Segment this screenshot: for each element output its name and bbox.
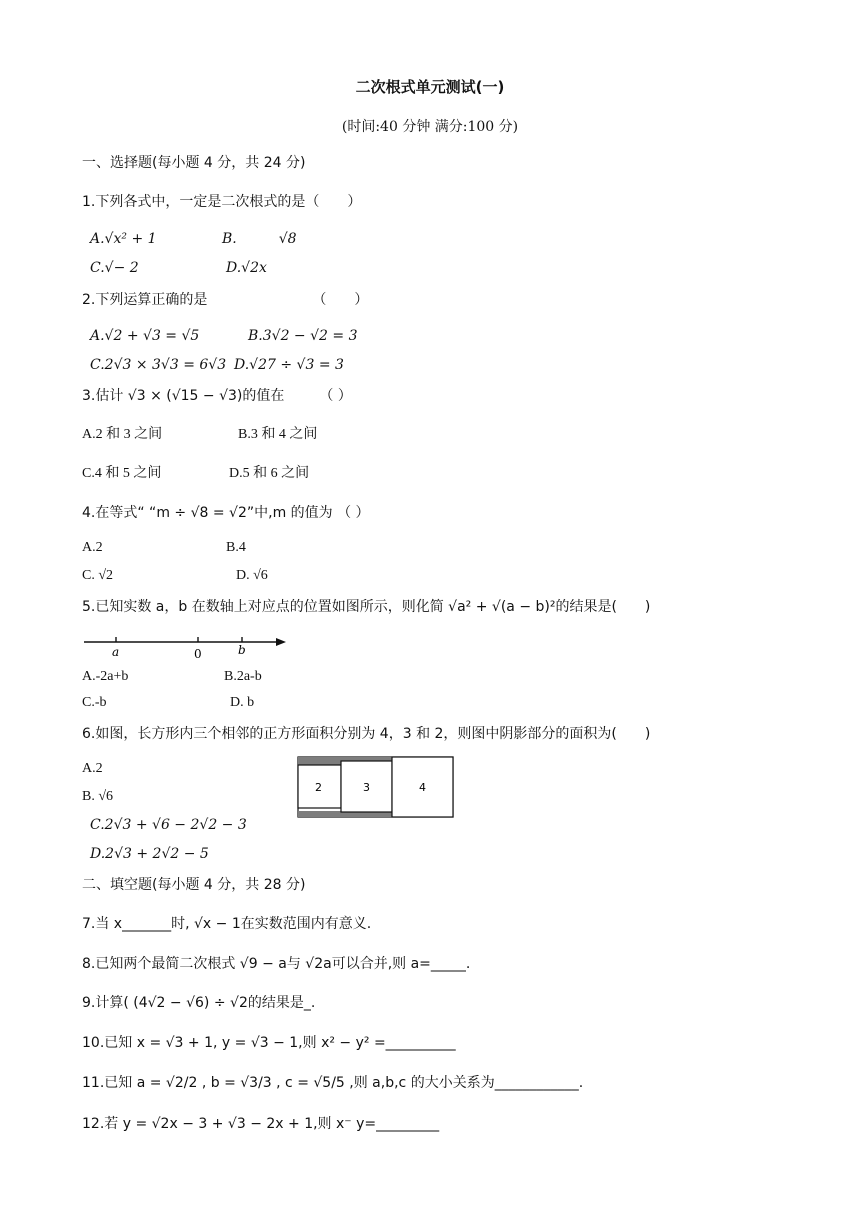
- page-subtitle: (时间:40 分钟 满分:100 分): [341, 119, 519, 135]
- number-line-label-b: b: [238, 643, 246, 657]
- square-label-4: 4: [419, 781, 426, 794]
- question-5-stem: 5.已知实数 a，b 在数轴上对应点的位置如图所示，则化简 √a² + √(a − b)²的结果是( ): [82, 599, 651, 615]
- question-12: 12.若 y = √2x − 3 + √3 − 2x + 1,则 x⁻ y=_________: [82, 1116, 440, 1132]
- section-heading-choice: 一、选择题(每小题 4 分，共 24 分): [82, 155, 306, 171]
- question-2-option-a: A.√2 + √3 = √5: [90, 328, 200, 344]
- question-6-option-c: C.2√3 + √6 − 2√2 − 3: [90, 817, 247, 833]
- question-2-option-c: C.2√3 × 3√3 = 6√3: [90, 357, 227, 373]
- number-line-label-0: 0: [194, 647, 202, 660]
- question-2-stem: 2.下列运算正确的是 （ ）: [82, 292, 369, 308]
- question-6-stem: 6.如图，长方形内三个相邻的正方形面积分别为 4，3 和 2，则图中阴影部分的面积为( ): [82, 726, 651, 742]
- square-label-2: 2: [315, 781, 322, 794]
- number-line-figure: [82, 634, 292, 660]
- question-1-option-c: C.√− 2: [90, 260, 139, 276]
- number-line-label-a: a: [112, 645, 120, 659]
- question-4-option-a: A.2: [82, 540, 103, 555]
- question-5-option-c: C.-b: [82, 695, 107, 710]
- question-3-option-b: B.3 和 4 之间: [238, 427, 318, 442]
- question-7: 7.当 x_______时, √x − 1在实数范围内有意义.: [82, 916, 372, 932]
- page-title: 二次根式单元测试(一): [355, 78, 505, 96]
- question-3-stem: 3.估计 √3 × (√15 − √3)的值在 （ ）: [82, 388, 352, 404]
- question-5-option-b: B.2a-b: [224, 669, 262, 684]
- question-8: 8.已知两个最简二次根式 √9 − a与 √2a可以合并,则 a=_____.: [82, 956, 471, 972]
- question-5-option-a: A.-2a+b: [82, 669, 129, 684]
- question-1-stem: 1.下列各式中，一定是二次根式的是（ ）: [82, 194, 362, 210]
- question-1-option-a: A.√x² + 1: [90, 231, 157, 247]
- question-1-option-d: D.√2x: [226, 260, 267, 276]
- question-4-option-d: D. √6: [236, 568, 268, 583]
- question-11: 11.已知 a = √2/2 , b = √3/3 , c = √5/5 ,则 a,b,c 的大小关系为____________.: [82, 1075, 584, 1091]
- section-heading-fill: 二、填空题(每小题 4 分，共 28 分): [82, 877, 306, 893]
- question-1-option-b: B. √8: [222, 231, 297, 247]
- question-3-option-c: C.4 和 5 之间: [82, 466, 162, 481]
- question-2-option-b: B.3√2 − √2 = 3: [248, 328, 358, 344]
- square-label-3: 3: [363, 781, 370, 794]
- question-6-option-d: D.2√3 + 2√2 − 5: [90, 846, 209, 862]
- number-line-arrow: [276, 638, 286, 646]
- question-5-option-d: D. b: [230, 695, 255, 710]
- question-4-stem: 4.在等式“ “m ÷ √8 = √2”中,m 的值为 （ ）: [82, 505, 370, 521]
- question-9: 9.计算( (4√2 − √6) ÷ √2的结果是_.: [82, 995, 316, 1011]
- question-3-option-a: A.2 和 3 之间: [82, 427, 163, 442]
- question-6-option-b: B. √6: [82, 789, 114, 804]
- question-2-option-d: D.√27 ÷ √3 = 3: [234, 357, 344, 373]
- question-4-option-c: C. √2: [82, 568, 114, 583]
- question-6-option-a: A.2: [82, 761, 103, 776]
- question-4-option-b: B.4: [226, 540, 246, 555]
- question-3-option-d: D.5 和 6 之间: [229, 466, 310, 481]
- squares-figure: [297, 756, 455, 820]
- question-10: 10.已知 x = √3 + 1, y = √3 − 1,则 x² − y² =__________: [82, 1035, 456, 1051]
